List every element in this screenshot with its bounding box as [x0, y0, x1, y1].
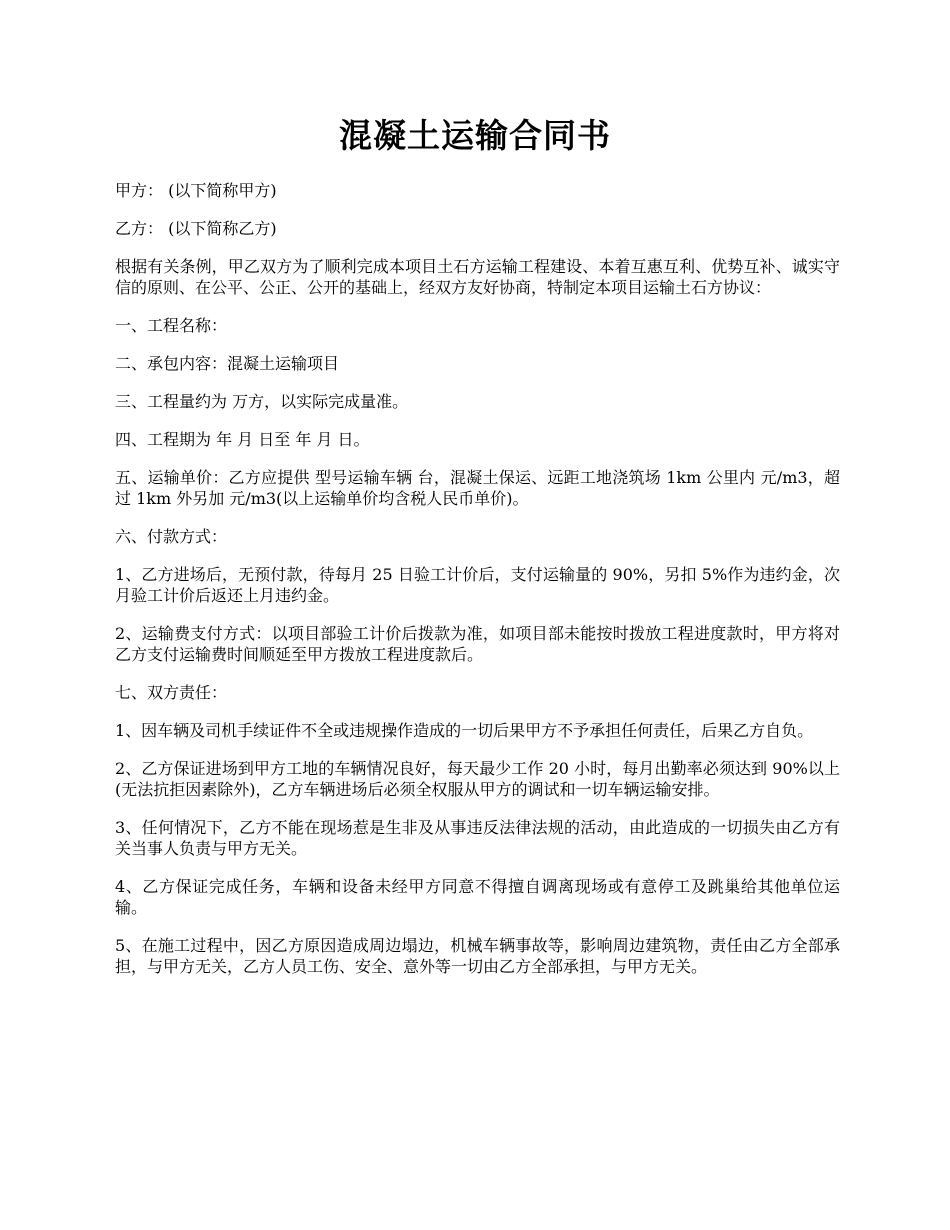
clause-duration: 四、工程期为 年 月 日至 年 月 日。	[115, 430, 370, 449]
payment-item-2: 2、运输费支付方式：以项目部验工计价后拨款为准，如项目部未能按时拨放工程进度款时，甲方将对乙方支付运输费时间顺延至甲方拨放工程进度款后。	[115, 624, 840, 664]
clause-quantity: 三、工程量约为 万方，以实际完成量准。	[115, 392, 409, 411]
clause-responsibilities-heading: 七、双方责任：	[115, 683, 228, 702]
clause-payment-heading: 六、付款方式：	[115, 527, 228, 546]
clause-unit-price: 五、运输单价：乙方应提供 型号运输车辆 台，混凝土保运、远距工地浇筑场 1km 公里内 元/m3，超过 1km 外另加 元/m3(以上运输单价均含税人民币单价)。	[115, 468, 840, 508]
responsibility-item-2: 2、乙方保证进场到甲方工地的车辆情况良好，每天最少工作 20 小时，每月出勤率必须达到 90%以上(无法抗拒因素除外)，乙方车辆进场后必须全权服从甲方的调试和一切车辆运输安排。	[115, 759, 840, 799]
payment-item-1: 1、乙方进场后，无预付款，待每月 25 日验工计价后，支付运输量的 90%，另扣 5%作为违约金，次月验工计价后返还上月违约金。	[115, 565, 840, 605]
document-body	[115, 180, 840, 994]
clause-contract-scope: 二、承包内容：混凝土运输项目	[115, 354, 340, 373]
preamble-paragraph: 根据有关条例，甲乙双方为了顺利完成本项目土石方运输工程建设、本着互惠互利、优势互补、诚实守信的原则、在公平、公正、公开的基础上，经双方友好协商，特制定本项目运输土石方协议：	[115, 257, 840, 297]
responsibility-item-4: 4、乙方保证完成任务，车辆和设备未经甲方同意不得擅自调离现场或有意停工及跳巢给其他单位运输。	[115, 877, 840, 917]
clause-project-name: 一、工程名称：	[115, 316, 228, 335]
document-title: 混凝土运输合同书	[339, 116, 611, 155]
party-b-line: 乙方： (以下简称乙方)	[115, 219, 277, 238]
party-a-line: 甲方： (以下简称甲方)	[115, 181, 277, 200]
responsibility-item-5: 5、在施工过程中，因乙方原因造成周边塌边，机械车辆事故等，影响周边建筑物，责任由乙方全部承担，与甲方无关，乙方人员工伤、安全、意外等一切由乙方全部承担，与甲方无关。	[115, 936, 840, 976]
responsibility-item-1: 1、因车辆及司机手续证件不全或违规操作造成的一切后果甲方不予承担任何责任，后果乙方自负。	[115, 721, 814, 740]
responsibility-item-3: 3、任何情况下，乙方不能在现场惹是生非及从事违反法律法规的活动，由此造成的一切损失由乙方有关当事人负责与甲方无关。	[115, 818, 840, 858]
